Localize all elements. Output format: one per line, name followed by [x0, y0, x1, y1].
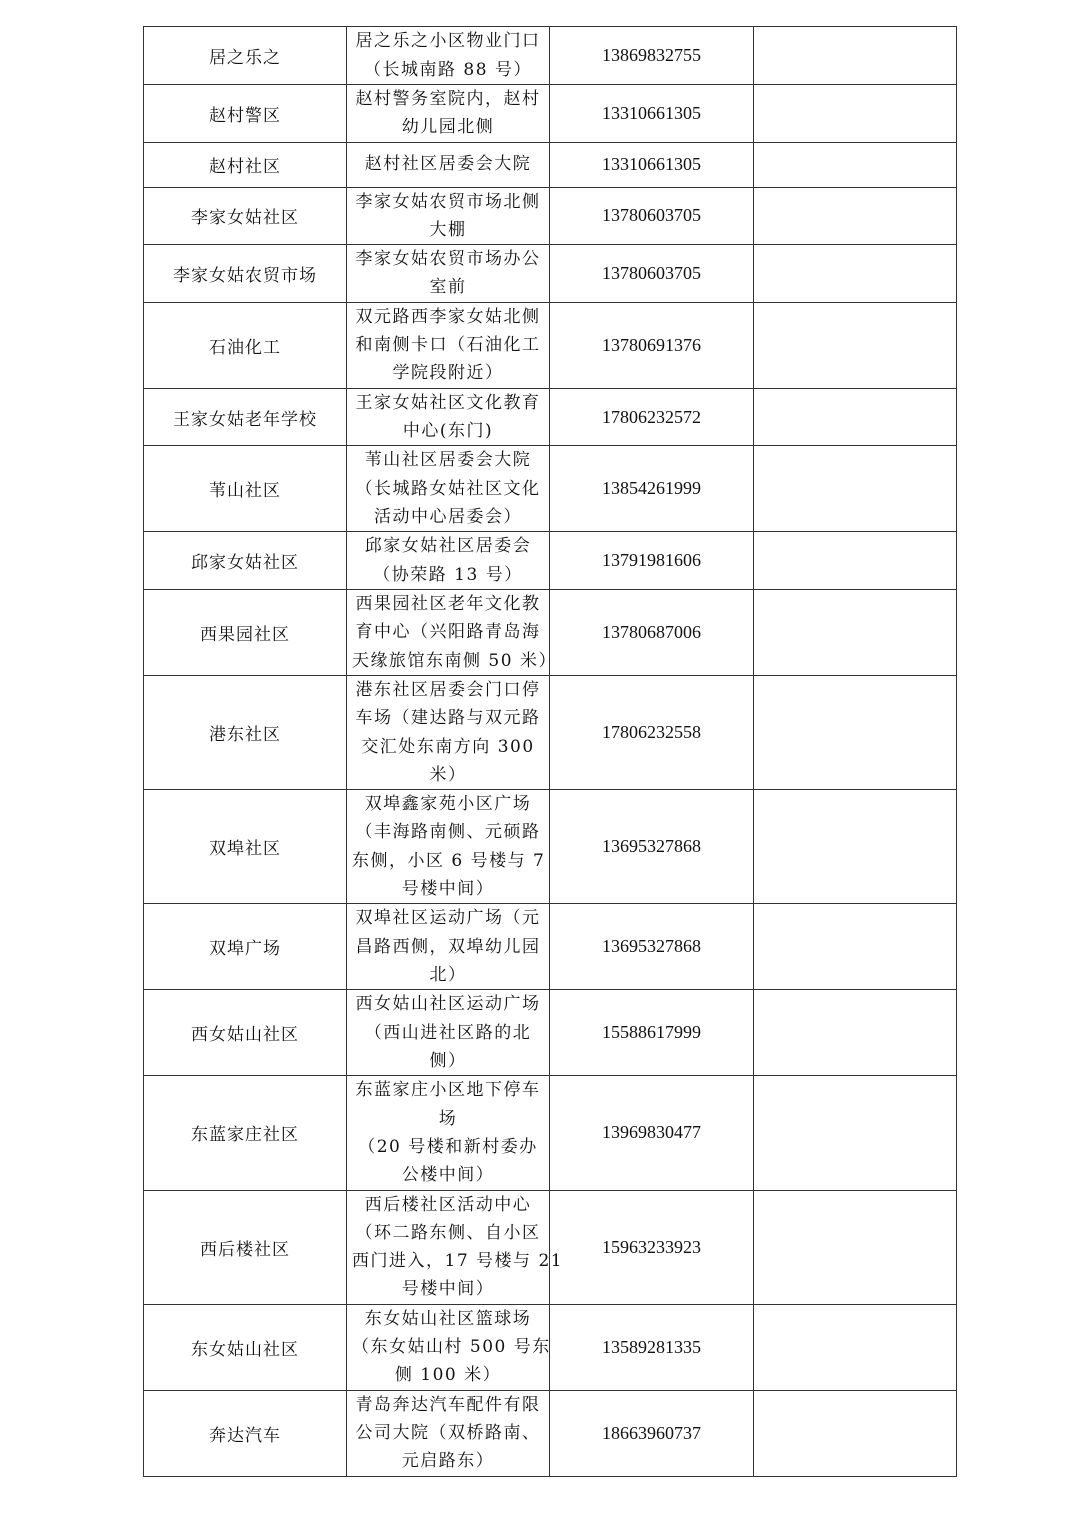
site-phone-cell: 13780691376: [550, 302, 754, 388]
table-row: [144, 187, 957, 245]
site-note-cell: [754, 446, 957, 532]
address-line: 车场（建达路与双元路: [355, 708, 541, 729]
address-line: 东侧，小区 6 号楼与 7: [352, 850, 546, 871]
site-name-cell: 邱家女姑社区: [144, 532, 347, 590]
table-row: [144, 1076, 957, 1190]
site-note-cell: [754, 302, 957, 388]
site-address-cell: [347, 302, 550, 388]
site-address-cell: [347, 446, 550, 532]
table-row: [144, 589, 957, 675]
address-line: 港东社区居委会门口停: [355, 679, 541, 700]
site-note-cell: [754, 1304, 957, 1390]
site-note-cell: [754, 27, 957, 85]
address-line: 西果园社区老年文化教: [355, 594, 541, 615]
table-row: [144, 675, 957, 789]
address-line: 苇山社区居委会大院: [364, 450, 532, 471]
site-phone-cell: 15588617999: [550, 990, 754, 1076]
address-line: 大棚: [429, 219, 467, 240]
site-phone-cell: 13695327868: [550, 790, 754, 904]
address-line: （东女姑山村 500 号东: [352, 1337, 551, 1358]
table-row: [144, 85, 957, 143]
address-line: （环二路东侧、自小区: [355, 1222, 541, 1243]
site-phone-cell: 13780603705: [550, 187, 754, 245]
address-line: 北）: [429, 964, 467, 985]
site-address-cell: [347, 1076, 550, 1190]
address-line: 公楼中间）: [401, 1165, 495, 1186]
site-name-cell: 东蓝家庄社区: [144, 1076, 347, 1190]
site-name-cell: 西女姑山社区: [144, 990, 347, 1076]
site-phone-cell: 13589281335: [550, 1304, 754, 1390]
site-note-cell: [754, 1190, 957, 1304]
address-line: 米）: [429, 764, 467, 785]
site-phone-cell: 13310661305: [550, 85, 754, 143]
site-address-cell: [347, 27, 550, 85]
address-line: 双埠鑫家苑小区广场: [364, 794, 532, 815]
site-phone-cell: 17806232558: [550, 675, 754, 789]
site-name-cell: 西后楼社区: [144, 1190, 347, 1304]
site-name-cell: 李家女姑农贸市场: [144, 245, 347, 303]
table-row: [144, 1190, 957, 1304]
site-note-cell: [754, 675, 957, 789]
site-address-cell: [347, 790, 550, 904]
table-body: [144, 27, 957, 1477]
site-note-cell: [754, 142, 957, 187]
site-note-cell: [754, 85, 957, 143]
site-name-cell: 西果园社区: [144, 589, 347, 675]
table-row: [144, 904, 957, 990]
address-line: 室前: [429, 277, 467, 298]
table-row: [144, 1304, 957, 1390]
site-note-cell: [754, 187, 957, 245]
site-phone-cell: 13310661305: [550, 142, 754, 187]
address-line: 赵村社区居委会大院: [364, 154, 532, 175]
address-line: 西后楼社区活动中心: [364, 1194, 532, 1215]
site-phone-cell: 13780603705: [550, 245, 754, 303]
address-line: 号楼中间）: [401, 879, 495, 900]
address-line: 学院段附近）: [392, 363, 504, 384]
table-row: [144, 990, 957, 1076]
site-note-cell: [754, 388, 957, 446]
address-line: 昌路西侧，双埠幼儿园: [355, 936, 541, 957]
table-row: [144, 790, 957, 904]
address-line: 西门进入，17 号楼与 21: [352, 1251, 564, 1272]
site-note-cell: [754, 790, 957, 904]
table-row: [144, 302, 957, 388]
table-row: [144, 446, 957, 532]
table-row: [144, 1390, 957, 1476]
site-phone-cell: 18663960737: [550, 1390, 754, 1476]
site-name-cell: 赵村警区: [144, 85, 347, 143]
address-line: 双埠社区运动广场（元: [355, 908, 541, 929]
site-name-cell: 东女姑山社区: [144, 1304, 347, 1390]
site-note-cell: [754, 532, 957, 590]
address-line: （丰海路南侧、元硕路: [355, 822, 541, 843]
site-note-cell: [754, 1390, 957, 1476]
testing-sites-table: [143, 26, 957, 1477]
address-line: 东女姑山社区篮球场: [364, 1308, 532, 1329]
site-name-cell: 居之乐之: [144, 27, 347, 85]
address-line: 幼儿园北侧: [401, 117, 495, 138]
site-address-cell: [347, 904, 550, 990]
site-phone-cell: 15963233923: [550, 1190, 754, 1304]
address-line: 元启路东）: [401, 1451, 495, 1472]
address-line: 场: [438, 1108, 458, 1129]
address-line: 东蓝家庄小区地下停车: [355, 1080, 541, 1101]
address-line: （长城路女姑社区文化: [355, 478, 541, 499]
address-line: 公司大院（双桥路南、: [355, 1423, 541, 1444]
table-row: [144, 142, 957, 187]
address-line: 李家女姑农贸市场办公: [355, 249, 541, 270]
address-line: 号楼中间）: [401, 1279, 495, 1300]
site-address-cell: [347, 1304, 550, 1390]
site-address-cell: [347, 589, 557, 675]
address-line: 侧）: [429, 1050, 467, 1071]
site-address-cell: [347, 142, 550, 187]
site-note-cell: [754, 245, 957, 303]
address-line: 居之乐之小区物业门口: [355, 31, 541, 52]
site-name-cell: 石油化工: [144, 302, 347, 388]
address-line: 李家女姑农贸市场北侧: [355, 191, 541, 212]
site-phone-cell: 13869832755: [550, 27, 754, 85]
site-name-cell: 双埠广场: [144, 904, 347, 990]
address-line: 邱家女姑社区居委会: [364, 536, 532, 557]
site-phone-cell: 13969830477: [550, 1076, 754, 1190]
site-name-cell: 奔达汽车: [144, 1390, 347, 1476]
site-phone-cell: 13695327868: [550, 904, 754, 990]
site-name-cell: 双埠社区: [144, 790, 347, 904]
site-note-cell: [754, 990, 957, 1076]
address-line: 赵村警务室院内，赵村: [355, 89, 541, 109]
table-row: [144, 245, 957, 303]
site-name-cell: 李家女姑社区: [144, 187, 347, 245]
address-line: 中心(东门): [402, 421, 494, 442]
site-name-cell: 赵村社区: [144, 142, 347, 187]
site-name-cell: 王家女姑老年学校: [144, 388, 347, 446]
address-line: （20 号楼和新村委办: [358, 1136, 538, 1157]
site-address-cell: [347, 85, 550, 143]
address-line: 侧 100 米）: [394, 1365, 502, 1386]
table-row: [144, 532, 957, 590]
address-line: 和南侧卡口（石油化工: [355, 335, 541, 356]
site-address-cell: [347, 990, 550, 1076]
address-line: 天缘旅馆东南侧 50 米）: [352, 650, 557, 671]
address-line: 双元路西李家女姑北侧: [355, 306, 541, 327]
table-row: [144, 27, 957, 85]
site-phone-cell: 13854261999: [550, 446, 754, 532]
address-line: 王家女姑社区文化教育: [355, 392, 541, 413]
site-phone-cell: 13780687006: [550, 589, 754, 675]
address-line: 交汇处东南方向 300: [361, 736, 535, 757]
address-line: （协荣路 13 号）: [373, 564, 523, 585]
site-note-cell: [754, 1076, 957, 1190]
address-line: 青岛奔达汽车配件有限: [355, 1394, 541, 1415]
address-line: 育中心（兴阳路青岛海: [355, 622, 541, 643]
site-address-cell: [347, 675, 550, 789]
site-address-cell: [347, 187, 550, 245]
site-phone-cell: 17806232572: [550, 388, 754, 446]
address-line: 西女姑山社区运动广场: [355, 994, 541, 1015]
site-address-cell: [347, 532, 550, 590]
table-row: [144, 388, 957, 446]
site-phone-cell: 13791981606: [550, 532, 754, 590]
site-address-cell: [347, 1390, 550, 1476]
site-address-cell: [347, 1190, 564, 1304]
site-note-cell: [754, 589, 957, 675]
address-line: （西山进社区路的北: [364, 1022, 532, 1043]
address-line: 活动中心居委会）: [374, 507, 522, 528]
address-line: （长城南路 88 号）: [364, 59, 532, 80]
site-name-cell: 港东社区: [144, 675, 347, 789]
site-note-cell: [754, 904, 957, 990]
site-address-cell: [347, 245, 550, 303]
site-address-cell: [347, 388, 550, 446]
site-name-cell: 苇山社区: [144, 446, 347, 532]
